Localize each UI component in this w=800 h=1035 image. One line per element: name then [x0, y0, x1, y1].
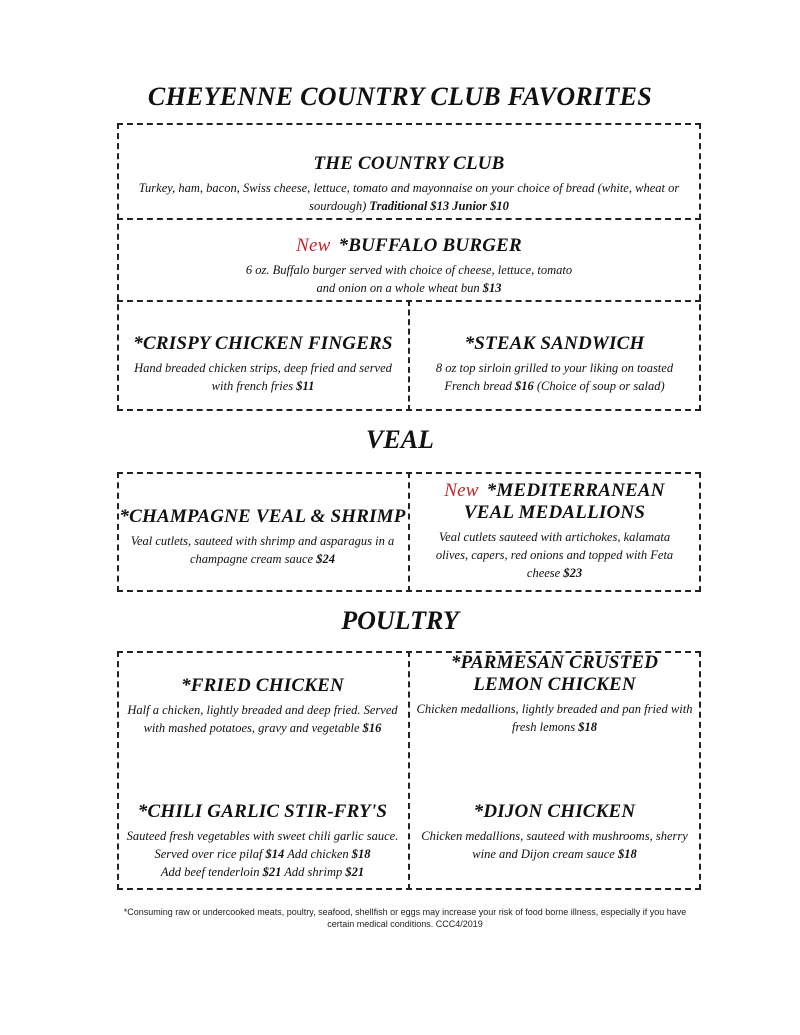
- item-name: *CHAMPAGNE VEAL & SHRIMP: [119, 506, 406, 527]
- divider: [408, 300, 410, 411]
- item-price: $23: [563, 566, 583, 580]
- item-description: [122, 359, 404, 395]
- item-desc-text: Turkey, ham, bacon, Swiss cheese, lettuce, tomato and mayonnaise on your choice of bread (white, wheat or sourdough): [138, 181, 680, 213]
- menu-item-stir-fry: [119, 801, 406, 881]
- menu-item-steak-sandwich: [412, 333, 697, 395]
- item-price: $21: [262, 865, 282, 879]
- item-desc-text: Veal cutlets, sauteed with shrimp and asparagus in a champagne cream sauce: [130, 534, 395, 566]
- menu-item-parmesan-chicken: [410, 652, 699, 736]
- item-price: $18: [578, 720, 597, 734]
- item-desc-line: Served over rice pilaf: [154, 847, 263, 861]
- item-desc-text: Half a chicken, lightly breaded and deep fried. Served with mashed potatoes, gravy and vegetable: [127, 703, 398, 735]
- item-description: [122, 179, 696, 215]
- item-description: [122, 261, 696, 297]
- add-on-label: Add beef tenderloin: [160, 865, 260, 879]
- item-name: LEMON CHICKEN: [473, 674, 636, 695]
- menu-item-champagne-veal: [119, 506, 406, 568]
- menu-item-fried-chicken: [119, 675, 406, 737]
- item-description: [412, 359, 697, 395]
- item-name: *STEAK SANDWICH: [464, 333, 645, 354]
- item-name: *BUFFALO BURGER: [338, 235, 522, 256]
- divider: [117, 218, 701, 220]
- item-price: $18: [351, 847, 371, 861]
- item-description: [410, 700, 699, 736]
- item-name: *CHILI GARLIC STIR-FRY'S: [137, 801, 388, 822]
- item-price: $16: [514, 379, 534, 393]
- item-price: $14: [265, 847, 285, 861]
- item-description: [119, 532, 406, 568]
- menu-item-buffalo-burger: [122, 235, 696, 297]
- item-desc-line: Sauteed fresh vegetables with sweet chili garlic sauce.: [126, 829, 399, 843]
- section-title-poultry: POULTRY: [341, 606, 459, 635]
- menu-item-country-club: [122, 153, 696, 215]
- item-desc-text: 8 oz top sirloin grilled to your liking on toasted French bread: [435, 361, 674, 393]
- new-badge: New: [296, 235, 331, 256]
- food-safety-footnote: *Consuming raw or undercooked meats, poultry, seafood, shellfish or eggs may increase your risk of food borne illness, especially if you have certain medical conditions. CCC4/2019: [123, 907, 687, 929]
- menu-item-chicken-fingers: [122, 333, 404, 395]
- page-title: CHEYENNE COUNTRY CLUB FAVORITES: [147, 82, 653, 111]
- item-price: $13: [482, 281, 502, 295]
- item-desc-text: Chicken medallions, lightly breaded and pan fried with fresh lemons: [416, 702, 693, 734]
- item-desc-text: Veal cutlets sauteed with artichokes, kalamata olives, capers, red onions and topped with Feta cheese: [435, 530, 674, 580]
- item-name: *MEDITERRANEAN VEAL MEDALLIONS: [463, 480, 665, 523]
- add-on-label: Add shrimp: [284, 865, 343, 879]
- item-name: *PARMESAN CRUSTED: [450, 652, 659, 673]
- item-price: $24: [316, 552, 335, 566]
- item-description: [410, 827, 699, 863]
- item-description: [412, 528, 697, 582]
- item-note: (Choice of soup or salad): [536, 379, 665, 393]
- section-title-veal: VEAL: [366, 425, 434, 454]
- item-price: $18: [617, 847, 637, 861]
- item-desc-line: and onion on a whole wheat bun: [316, 281, 480, 295]
- item-price: Traditional $13 Junior $10: [369, 199, 509, 213]
- item-price: $11: [296, 379, 315, 393]
- item-name: *CRISPY CHICKEN FINGERS: [133, 333, 393, 354]
- item-desc-text: Chicken medallions, sauteed with mushrooms, sherry wine and Dijon cream sauce: [421, 829, 688, 861]
- item-price: $16: [362, 721, 382, 735]
- item-desc-line: 6 oz. Buffalo burger served with choice of cheese, lettuce, tomato: [245, 263, 573, 277]
- menu-item-mediterranean-veal: [412, 480, 697, 582]
- new-badge: New: [444, 480, 479, 501]
- item-description: [119, 827, 406, 881]
- add-on-label: Add chicken: [287, 847, 349, 861]
- item-price: $21: [345, 865, 365, 879]
- menu-item-dijon-chicken: [410, 801, 699, 863]
- item-name: *DIJON CHICKEN: [473, 801, 636, 822]
- item-desc-text: Hand breaded chicken strips, deep fried and served with french fries: [134, 361, 392, 393]
- item-name: *FRIED CHICKEN: [181, 675, 344, 696]
- item-description: [119, 701, 406, 737]
- divider: [408, 472, 410, 592]
- item-name: THE COUNTRY CLUB: [313, 153, 505, 174]
